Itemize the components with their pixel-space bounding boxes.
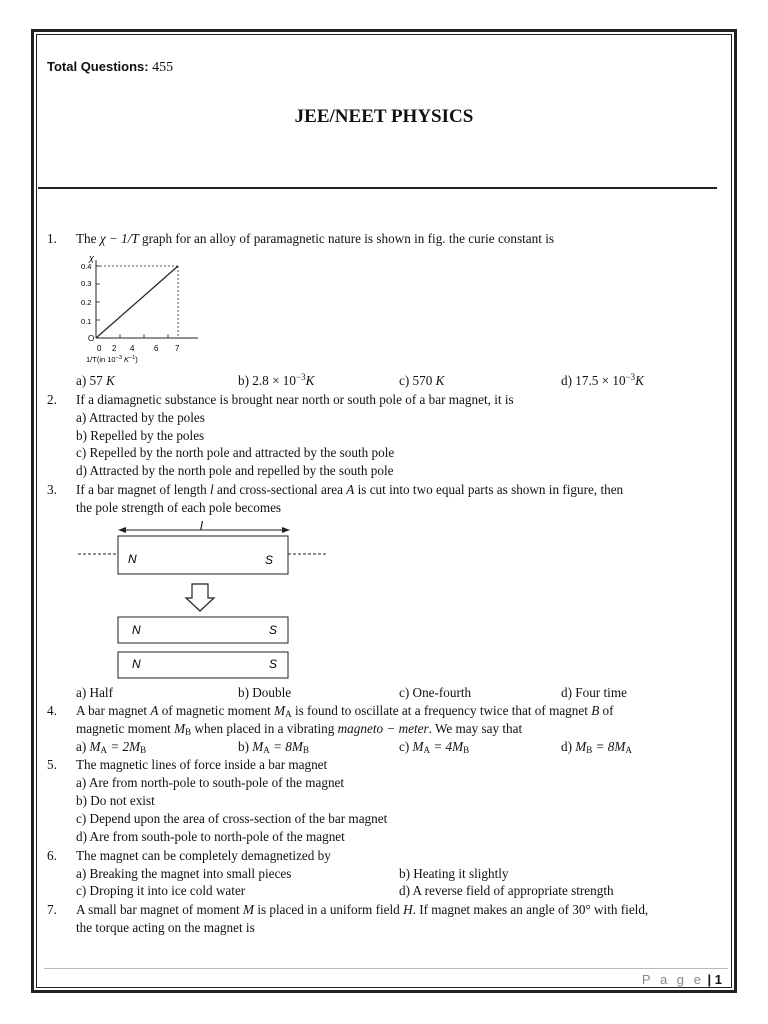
option-b[interactable]: b) Repelled by the poles xyxy=(76,428,205,443)
option-c[interactable]: c) One-fourth xyxy=(399,685,472,700)
option-a[interactable]: a) 57 K xyxy=(76,373,115,388)
question-number: 7. xyxy=(47,902,57,917)
y-tick-label: 0.2 xyxy=(81,298,92,307)
total-questions-value: 455 xyxy=(152,60,174,75)
y-tick-label: 0.1 xyxy=(81,317,92,326)
question-number: 6. xyxy=(47,848,57,863)
option-a[interactable]: a) Breaking the magnet into small pieces xyxy=(76,866,292,881)
option-b[interactable]: b) $M_A = 8M_B$ xyxy=(238,739,309,755)
x-tick-label: 2 xyxy=(112,344,117,353)
question-number: 2. xyxy=(47,392,57,407)
option-d[interactable]: d) Are from south-pole to north-pole of the magnet xyxy=(76,829,345,844)
south-pole-label: S xyxy=(269,623,278,637)
question-number: 5. xyxy=(47,757,57,772)
option-d[interactable]: d) $17.5 \times 10^{-3}K$ xyxy=(561,372,644,388)
option-d[interactable]: d) A reverse field of appropriate strength xyxy=(399,883,614,898)
half-magnet-top xyxy=(118,617,288,643)
footer-divider xyxy=(44,968,728,969)
question-text-line2: the pole strength of each pole becomes xyxy=(76,500,282,515)
question-text: The magnetic lines of force inside a bar magnet xyxy=(76,757,328,772)
option-b[interactable]: b) Do not exist xyxy=(76,793,155,808)
y-tick-label: 0.4 xyxy=(81,262,92,271)
south-pole-label: S xyxy=(269,657,278,671)
bar-magnet-figure xyxy=(76,518,336,683)
question-text-line2: magnetic moment $M_B$ when placed in a vibrating magneto − meter. We may say that xyxy=(76,721,523,737)
down-arrow-icon xyxy=(186,584,214,611)
arrowhead-left xyxy=(118,527,126,533)
option-d[interactable]: d) Attracted by the north pole and repelled by the south pole xyxy=(76,463,394,478)
y-axis-label: χ xyxy=(89,253,94,263)
page-separator: | xyxy=(707,972,712,987)
option-c[interactable]: c) Droping it into ice cold water xyxy=(76,883,246,898)
arrowhead-right xyxy=(282,527,290,533)
x-axis-label: 1/T(in $10^{-3}$ $K^{-1}$) xyxy=(86,355,138,364)
option-d[interactable]: d) $M_B = 8M_A$ xyxy=(561,739,632,755)
option-b[interactable]: b) $2.8 \times 10^{-3}K$ xyxy=(238,372,315,388)
question-text-line2: the torque acting on the magnet is xyxy=(76,920,255,935)
option-b[interactable]: b) Heating it slightly xyxy=(399,866,509,881)
question-text: If a bar magnet of length l and cross-sectional area A is cut into two equal parts as shown in figure, then xyxy=(76,482,624,497)
question-text: The χ − 1/T graph for an alloy of paramagnetic nature is shown in fig. the curie constant is xyxy=(76,231,554,246)
option-c[interactable]: c) 570 K xyxy=(399,373,445,388)
x-tick-label: 4 xyxy=(130,344,135,353)
x-tick-label: 6 xyxy=(154,344,159,353)
option-a[interactable]: a) Attracted by the poles xyxy=(76,410,205,425)
data-line xyxy=(96,266,178,338)
option-b[interactable]: b) Double xyxy=(238,685,292,700)
half-magnet-bottom xyxy=(118,652,288,678)
option-c[interactable]: c) $M_A = 4M_B$ xyxy=(399,739,470,755)
page-number: 1 xyxy=(714,972,722,987)
page-label: P a g e xyxy=(641,972,704,987)
header-divider xyxy=(38,187,717,189)
total-questions-label: Total Questions: xyxy=(47,59,149,74)
option-a[interactable]: a) Half xyxy=(76,685,113,700)
question-number: 4. xyxy=(47,703,57,718)
north-pole-label: N xyxy=(132,657,141,671)
question-text: A small bar magnet of moment M is placed in a uniform field H. If magnet makes an angle of 30° with field, xyxy=(76,902,649,917)
north-pole-label: N xyxy=(128,552,137,566)
option-a[interactable]: a) $M_A = 2M_B$ xyxy=(76,739,147,755)
north-pole-label: N xyxy=(132,623,141,637)
south-pole-label: S xyxy=(265,553,274,567)
origin-label: O xyxy=(88,334,95,343)
option-c[interactable]: c) Repelled by the north pole and attracted by the south pole xyxy=(76,445,395,460)
question-text: The magnet can be completely demagnetized by xyxy=(76,848,331,863)
page-title: JEE/NEET PHYSICS xyxy=(294,106,474,127)
option-a[interactable]: a) Are from north-pole to south-pole of the magnet xyxy=(76,775,345,790)
x-tick-label: 0 xyxy=(97,344,102,353)
x-tick-label: 7 xyxy=(175,344,180,353)
question-text: A bar magnet A of magnetic moment $M_A$ is found to oscillate at a frequency twice that of magnet B of xyxy=(76,703,614,719)
page-footer xyxy=(642,972,722,987)
option-d[interactable]: d) Four time xyxy=(561,685,627,700)
chi-vs-inverse-T-graph xyxy=(76,250,206,370)
question-number: 3. xyxy=(47,482,57,497)
option-c[interactable]: c) Depend upon the area of cross-section of the bar magnet xyxy=(76,811,388,826)
y-tick-label: 0.3 xyxy=(81,279,92,288)
length-label: l xyxy=(200,519,203,533)
total-questions xyxy=(47,59,173,76)
question-number: 1. xyxy=(47,231,57,246)
full-magnet xyxy=(118,536,288,574)
question-text: If a diamagnetic substance is brought near north or south pole of a bar magnet, it is xyxy=(76,392,514,407)
